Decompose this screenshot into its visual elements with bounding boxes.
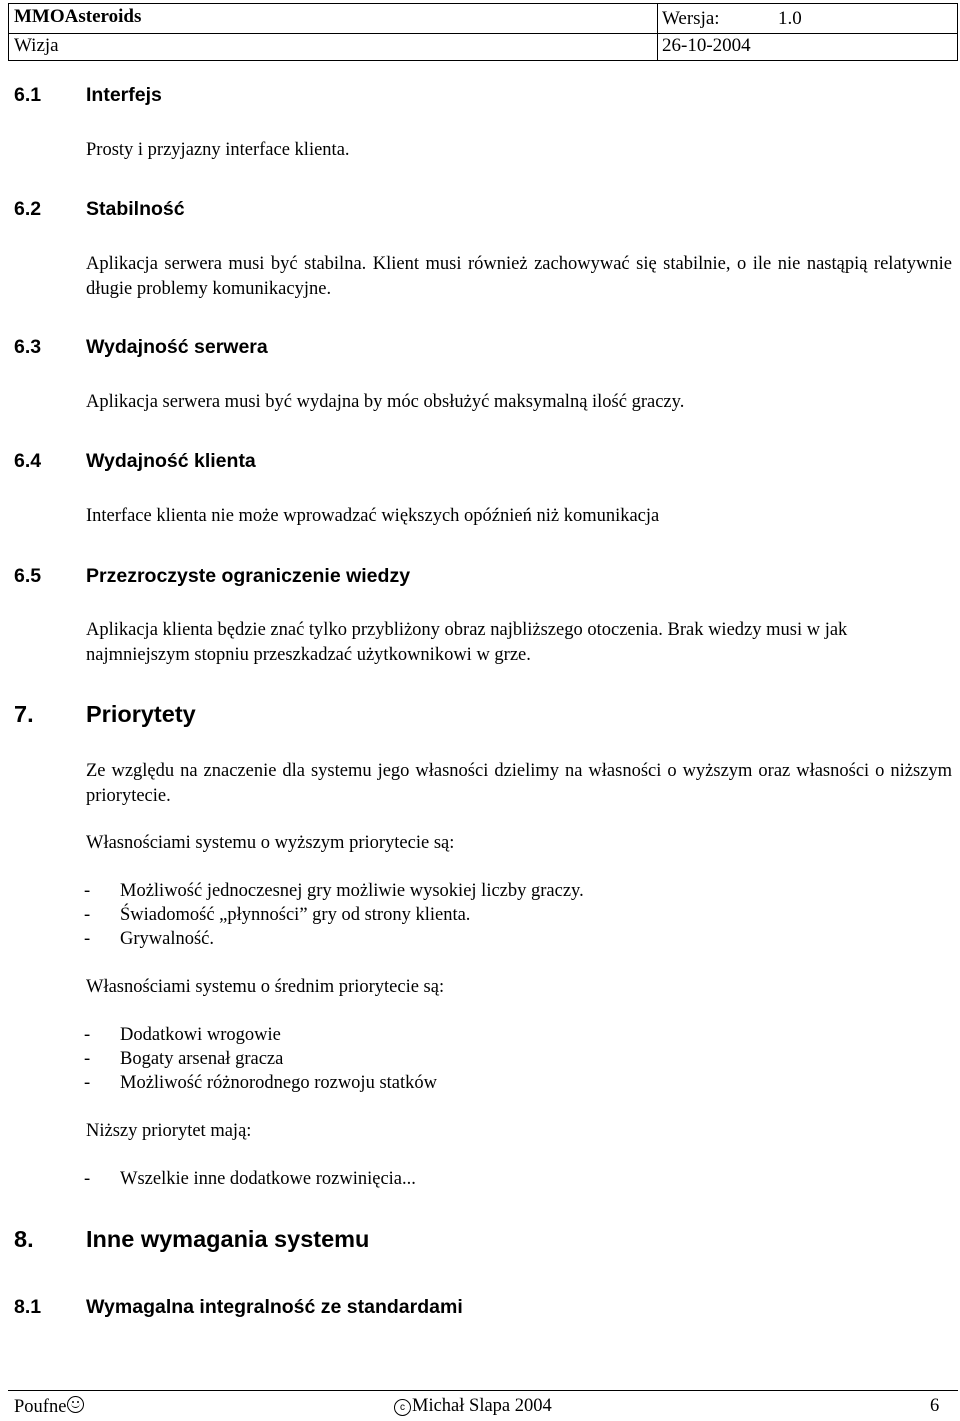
footer-author: Michał Slapa 2004	[412, 1396, 552, 1416]
header-divider-vertical	[657, 4, 658, 60]
section-title: Wymagalna integralność ze standardami	[86, 1296, 463, 1318]
list-item: Możliwość jednoczesnej gry możliwie wysokiej liczby graczy.	[120, 881, 584, 901]
section-text: Aplikacja serwera musi być stabilna. Klient musi również zachowywać się stabilnie, o ile nie nastąpią relatywnie długie problemy komunikacyjne.	[86, 254, 952, 299]
section-title: Przezroczyste ograniczenie wiedzy	[86, 565, 411, 587]
list-bullet: -	[84, 929, 91, 949]
section-number: 6.4	[14, 450, 42, 472]
section-text: Aplikacja serwera musi być wydajna by móc obsłużyć maksymalną ilość graczy.	[86, 392, 685, 412]
section-number: 6.3	[14, 336, 42, 358]
footer-center	[394, 1396, 552, 1417]
footer-divider	[8, 1390, 958, 1391]
priority-mid-label: Własnościami systemu o średnim priorytecie są:	[86, 977, 445, 997]
chapter-number: 8.	[14, 1226, 34, 1252]
section-number: 8.1	[14, 1296, 42, 1318]
priority-low-label: Niższy priorytet mają:	[86, 1121, 252, 1141]
header-date: 26-10-2004	[662, 35, 751, 56]
header-divider-horizontal	[9, 33, 957, 34]
section-text: Interface klienta nie może wprowadzać większych opóźnień niż komunikacja	[86, 506, 660, 526]
list-item: Możliwość różnorodnego rozwoju statków	[120, 1073, 438, 1093]
list-item: Dodatkowi wrogowie	[120, 1025, 281, 1045]
copyright-icon: c	[394, 1399, 411, 1416]
chapter-title: Inne wymagania systemu	[86, 1226, 370, 1252]
list-item: Bogaty arsenał gracza	[120, 1049, 284, 1069]
header-version-value: 1.0	[778, 8, 802, 29]
list-item: Świadomość „płynności” gry od strony klienta.	[120, 905, 471, 925]
section-number: 6.2	[14, 198, 42, 220]
list-bullet: -	[84, 881, 91, 901]
section-number: 6.1	[14, 84, 42, 106]
list-bullet: -	[84, 1073, 91, 1093]
list-bullet: -	[84, 1025, 91, 1045]
header-version-label: Wersja:	[662, 8, 720, 29]
priority-high-label: Własnościami systemu o wyższym priorytecie są:	[86, 833, 455, 853]
list-bullet: -	[84, 1049, 91, 1069]
smiley-icon	[67, 1396, 84, 1413]
chapter-number: 7.	[14, 701, 34, 727]
section-text: Aplikacja klienta będzie znać tylko przybliżony obraz najbliższego otoczenia. Brak wiedzy musi w jak najmniejszym stopniu przeszkadzać użytkownikowi w grze.	[86, 620, 848, 665]
section-title: Wydajność serwera	[86, 336, 268, 358]
list-item: Grywalność.	[120, 929, 215, 949]
list-bullet: -	[84, 905, 91, 925]
section-title: Interfejs	[86, 84, 162, 106]
footer-page-number: 6	[930, 1396, 940, 1416]
section-text: Prosty i przyjazny interface klienta.	[86, 140, 350, 160]
footer-left	[14, 1396, 84, 1418]
section-number: 6.5	[14, 565, 42, 587]
section-title: Stabilność	[86, 198, 185, 220]
header-project: MMOAsteroids	[14, 6, 142, 27]
section-title: Wydajność klienta	[86, 450, 256, 472]
section-text: Ze względu na znaczenie dla systemu jego własności dzielimy na własności o wyższym oraz własności o niższym priorytecie.	[86, 761, 952, 806]
list-bullet: -	[84, 1169, 91, 1189]
document-header	[8, 3, 958, 61]
footer-confidential: Poufne	[14, 1397, 67, 1417]
list-item: Wszelkie inne dodatkowe rozwinięcia...	[120, 1169, 416, 1189]
header-doc-type: Wizja	[14, 35, 59, 56]
chapter-title: Priorytety	[86, 701, 196, 727]
